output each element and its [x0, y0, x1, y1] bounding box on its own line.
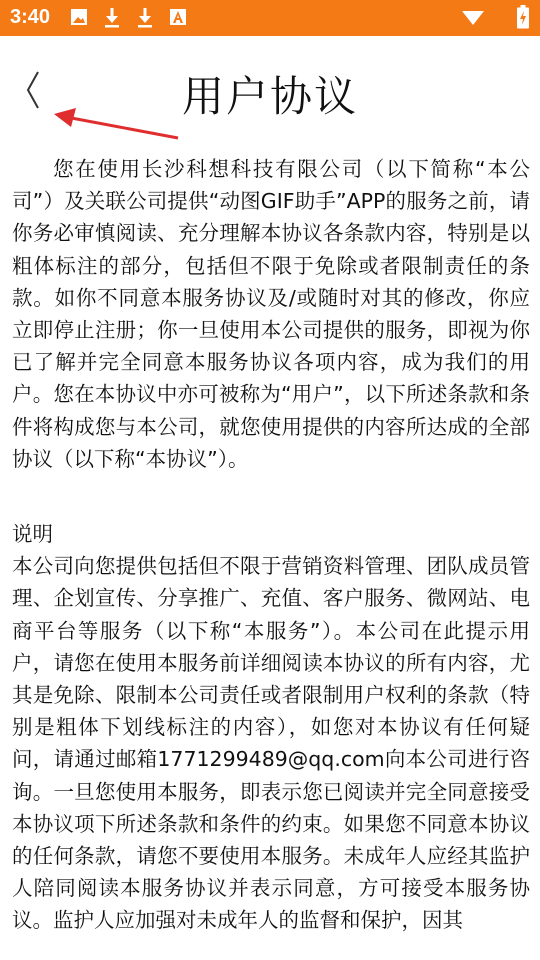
annotation-arrow-icon [50, 100, 185, 145]
status-bar [0, 0, 540, 36]
download-icon [136, 7, 154, 29]
wifi-icon [462, 8, 484, 26]
intro-paragraph: 您在使用长沙科想科技有限公司（以下简称“本公司”）及关联公司提供“动图GIF助手”APP的服务之前，请你务必审慎阅读、充分理解本协议各条款内容，特别是以粗体标注的部分，包括但不限于免除或者限制责任的条款。如你不同意本服务协议及/或随时对其的修改，你应立即停止注册；你一旦使用本公司提供的服务，即视为你已了解并完全同意本服务协议各项内容，成为我们的用户。您在本协议中亦可被称为“用户”，以下所述条款和条件将构成您与本公司，就您使用提供的内容所达成的全部协议（以下称“本协议”）。 [12, 157, 530, 471]
image-icon [70, 7, 88, 27]
battery-charging-icon [516, 5, 530, 29]
page-title: 用户协议 [181, 72, 358, 121]
section-paragraph: 本公司向您提供包括但不限于营销资料管理、团队成员管理、企划宣传、分享推广、充值、客户服务、微网站、电商平台等服务（以下称“本服务”）。本公司在此提示用户，请您在使用本服务前详细阅读本协议的所有内容，尤其是免除、限制本公司责任或者限制用户权利的条款（特别是粗体下划线标注的内容），如您对本协议有任何疑问，请通过邮箱1771299489@qq.com向本公司进行咨询。一旦您使用本服务，即表示您已阅读并完全同意接受本协议项下所述条款和条件的约束。如果您不同意本协议的任何条款，请您不要使用本服务。未成年人应经其监护人陪同阅读本服务协议并表示同意，方可接受本服务协议。监护人应加强对未成年人的监督和保护，因其 [12, 554, 530, 933]
download-icon [103, 7, 121, 29]
agreement-content [12, 153, 530, 937]
text-a-icon [169, 7, 187, 27]
section-heading: 说明 [12, 522, 53, 547]
status-time: 3:40 [10, 6, 51, 28]
